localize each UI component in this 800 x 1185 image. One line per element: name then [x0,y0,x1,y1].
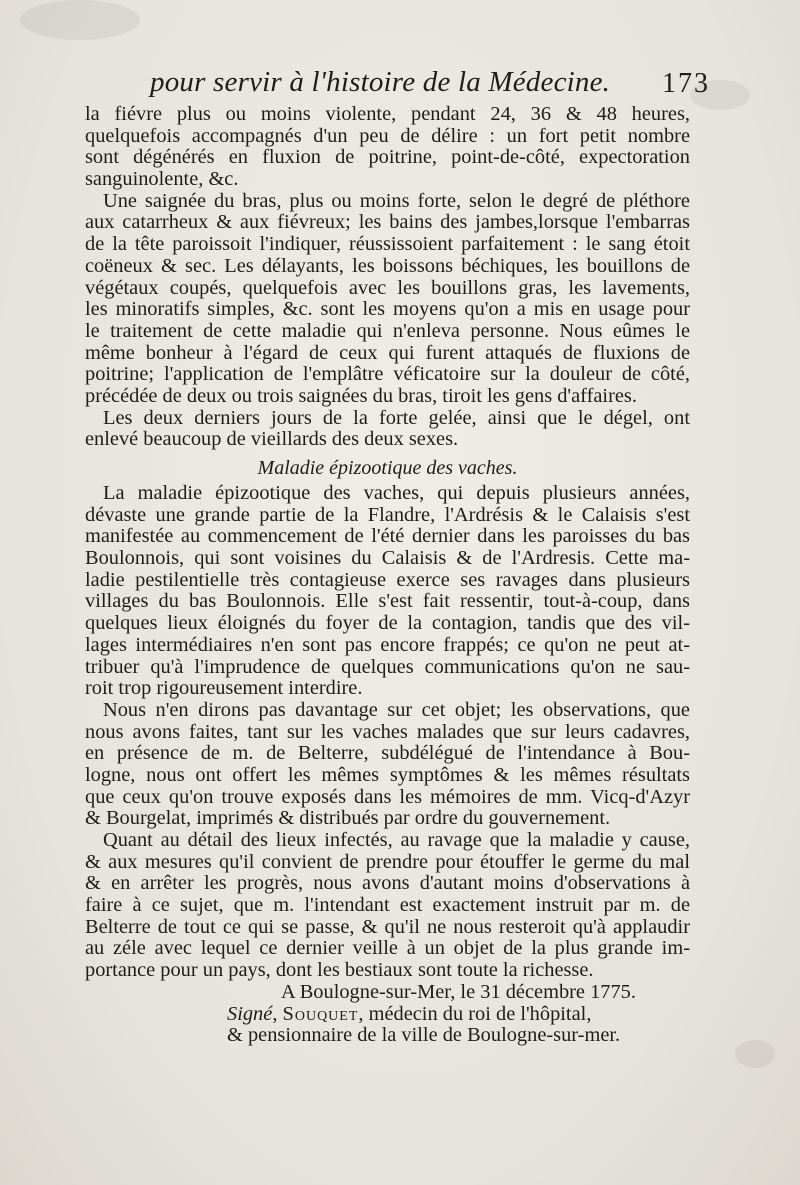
page-number: 173 [662,68,710,99]
text-line: quelques lieux éloignés du foyer de la contagion, tandis que des vil- [85,612,690,635]
text-line: Nous n'en dirons pas davantage sur cet objet; les observations, que [103,698,690,721]
text-line: portance pour un pays, dont les bestiaux sont toute la richesse. [85,959,594,982]
section-heading: Maladie épizootique des vaches. [257,457,518,479]
text-line: Boulonnois, qui sont voisines du Calaisis & de l'Ardresis. Cette ma- [85,547,690,570]
paragraph [85,700,690,830]
text-line: de la tête paroissoit l'indiquer, réussissoient parfaitement : le sang étoit [85,233,690,256]
text-line: Une saignée du bras, plus ou moins forte, selon le degré de pléthore [103,189,690,212]
signature-line: Signé, Souquet, médecin du roi de l'hôpital, [227,1002,592,1025]
text-line: au zéle avec lequel ce dernier veille à un objet de la plus grande im- [85,937,690,960]
text-line: Les deux derniers jours de la forte gelée, ainsi que le dégel, ont [103,406,690,429]
text-line: La maladie épizootique des vaches, qui depuis plusieurs années, [103,482,690,504]
text-line: & en arrêter les progrès, nous avons d'autant moins d'observations à [85,872,690,895]
text-line: la fiévre plus ou moins violente, pendant 24, 36 & 48 heures, [85,103,690,125]
text-line: coëneux & sec. Les délayants, les boissons béchiques, les bouillons de [85,254,690,277]
text-block-fever [85,104,690,451]
text-line: poitrine; l'application de l'emplâtre véficatoire sur la douleur de côté, [85,363,690,386]
paper-stain [20,0,140,40]
signed-label: Signé [227,1002,273,1025]
text-line: en présence de m. de Belterre, subdélégué de l'intendance à Bou- [85,742,690,765]
text-line: quelquefois accompagnés d'un peu de délire : un fort petit nombre [85,124,690,147]
text-line: sanguinolente, &c. [85,168,239,191]
text-line: que ceux qu'on trouve exposés dans les mémoires de mm. Vicq-d'Azyr [85,785,690,808]
paragraph [85,191,690,408]
text-line: Belterre de tout ce qui se passe, & qu'il ne nous resteroit qu'à applaudir [85,915,690,938]
paragraph [85,483,690,700]
text-line: même bonheur à l'égard de ceux qui furent attaqués de fluxions de [85,341,690,364]
page-body [85,104,690,1047]
text-line: villages du bas Boulonnois. Elle s'est fait ressentir, tout-à-coup, dans [85,590,690,613]
text-line: ladie pestilentielle très contagieuse exerce ses ravages dans plusieurs [85,568,690,591]
text-line: dévaste une grande partie de la Flandre, l'Ardrésis & le Calaisis s'est [85,503,690,526]
text-line: Quant au détail des lieux infectés, au ravage que la maladie y cause, [103,829,690,851]
paper-stain [735,1040,775,1068]
text-line: tribuer qu'à l'imprudence de quelques communications qu'on ne sau- [85,655,690,678]
text-block-epizootic [85,483,690,982]
text-line: nous avons faites, tant sur les vaches malades que sur leurs cadavres, [85,720,690,743]
signer-role-line: & pensionnaire de la ville de Boulogne-sur-mer. [227,1024,621,1047]
text-line: lages intermédiaires n'en sont pas encore frappés; ce qu'on ne peut at- [85,633,690,656]
closing-block [85,982,690,1047]
signer-role: , médecin du roi de l'hôpital, [358,1002,592,1025]
text-line: roit trop rigoureusement interdire. [85,677,363,700]
text-line: & Bourgelat, imprimés & distribués par ordre du gouvernement. [85,807,611,830]
paragraph [85,408,690,451]
paragraph [85,830,690,982]
text-line: enlevé beaucoup de vieillards des deux sexes. [85,428,459,451]
text-line: végétaux coupés, quelquefois avec les bouillons gras, les lavements, [85,276,690,299]
text-line: sont dégénérés en fluxion de poitrine, point-de-côté, expectoration [85,146,690,169]
running-title: pour servir à l'histoire de la Médecine. [150,66,611,98]
text-line: les minoratifs simples, &c. sont les moyens qu'on a mis en usage pour [85,298,690,321]
text-line: précédée de deux ou trois saignées du bras, tiroit les gens d'affaires. [85,384,637,407]
text-line: le traitement de cette maladie qui n'enleva personne. Nous eûmes le [85,319,690,342]
place-date: A Boulogne-sur-Mer, le 31 décembre 1775. [281,980,636,1003]
text-line: faire à ce sujet, que m. l'intendant est exactement instruit par m. de [85,894,690,917]
page-header [150,66,710,104]
signer-name: Souquet [282,1002,359,1025]
paragraph [85,104,690,191]
text-line: manifestée au commencement de l'été dernier dans les paroisses du bas [85,525,690,548]
text-line: logne, nous ont offert les mêmes symptômes & les mêmes résultats [85,763,690,786]
text-line: & aux mesures qu'il convient de prendre pour étouffer le germe du mal [85,850,690,873]
text-line: aux catarrheux & aux fiévreux; les bains des jambes,lorsque l'embarras [85,211,690,234]
